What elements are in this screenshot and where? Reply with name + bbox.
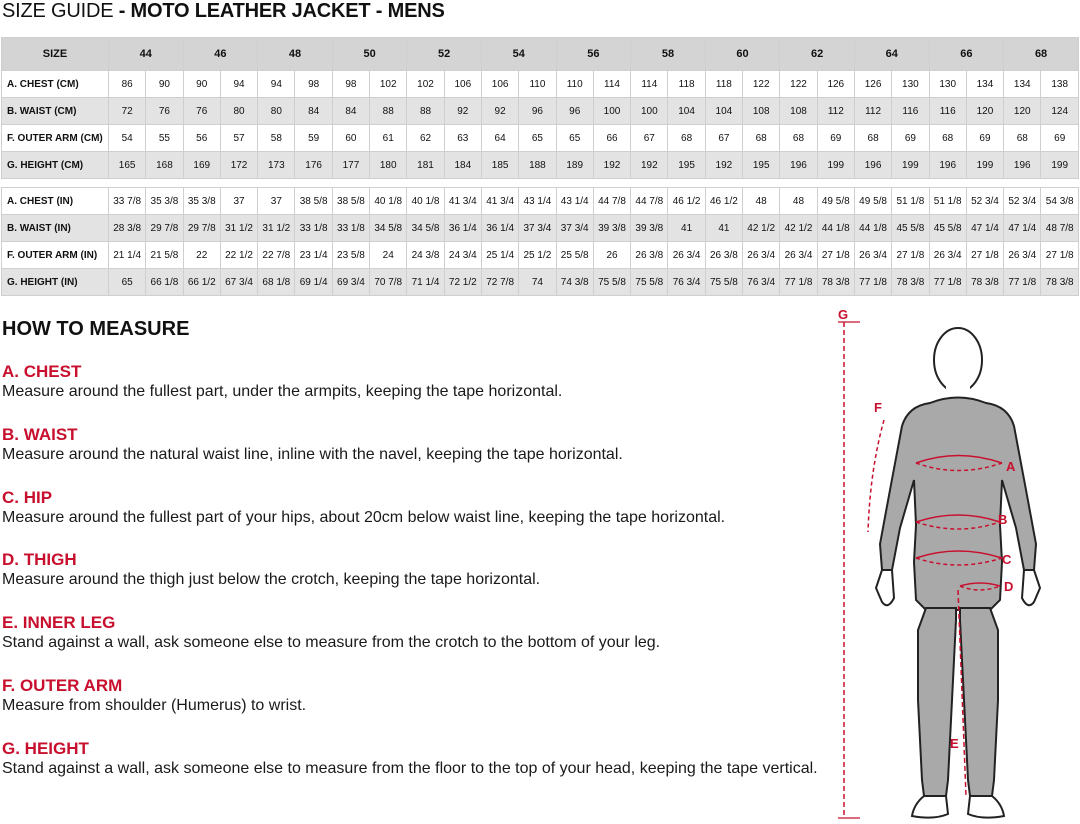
table-cell: 188	[519, 152, 556, 179]
table-cell: 29 7/8	[183, 215, 220, 242]
table-cell: 70 7/8	[370, 269, 407, 296]
table-cell: 48 7/8	[1041, 215, 1079, 242]
table-spacer-row	[2, 179, 1079, 188]
table-cell: 96	[556, 98, 593, 125]
table-cell: 26 3/4	[668, 242, 705, 269]
table-cell: 84	[332, 98, 369, 125]
table-cell: 31 1/2	[258, 215, 295, 242]
table-cell: 181	[407, 152, 444, 179]
size-header-cell: 46	[183, 38, 258, 71]
table-cell: 84	[295, 98, 332, 125]
table-cell: 65	[109, 269, 146, 296]
table-cell: 173	[258, 152, 295, 179]
size-header-label: SIZE	[2, 38, 109, 71]
table-cell: 75 5/8	[593, 269, 630, 296]
table-cell: 22 7/8	[258, 242, 295, 269]
table-cell: 76	[183, 98, 220, 125]
table-cell: 25 5/8	[556, 242, 593, 269]
table-cell: 86	[109, 71, 146, 98]
table-cell: 68	[743, 125, 780, 152]
measure-item	[2, 739, 818, 779]
table-cell: 78 3/8	[966, 269, 1003, 296]
table-cell: 35 3/8	[183, 188, 220, 215]
table-cell: 184	[444, 152, 481, 179]
table-cell: 192	[593, 152, 630, 179]
table-cell: 122	[780, 71, 817, 98]
table-cell: 92	[481, 98, 518, 125]
table-cell: 27 1/8	[1041, 242, 1079, 269]
table-cell: 68	[780, 125, 817, 152]
size-header-cell: 52	[407, 38, 482, 71]
outer-arm-line	[868, 420, 884, 532]
table-cell: 59	[295, 125, 332, 152]
table-cell: 126	[817, 71, 854, 98]
cm-row	[2, 98, 1079, 125]
table-cell: 41	[668, 215, 705, 242]
table-cell: 61	[370, 125, 407, 152]
table-cell: 40 1/8	[370, 188, 407, 215]
table-cell: 68	[1004, 125, 1041, 152]
in-row	[2, 269, 1079, 296]
table-cell: 180	[370, 152, 407, 179]
table-cell: 51 1/8	[929, 188, 966, 215]
table-cell: 75 5/8	[631, 269, 668, 296]
table-cell: 120	[966, 98, 1003, 125]
measure-heading: E. INNER LEG	[2, 613, 116, 633]
table-cell: 24 3/8	[407, 242, 444, 269]
row-label: G. HEIGHT (CM)	[2, 152, 109, 179]
table-cell: 26 3/4	[780, 242, 817, 269]
table-cell: 176	[295, 152, 332, 179]
right-leg	[960, 608, 998, 796]
row-label: A. CHEST (CM)	[2, 71, 109, 98]
table-cell: 80	[258, 98, 295, 125]
table-spacer	[2, 179, 1079, 188]
table-cell: 69	[966, 125, 1003, 152]
table-cell: 76	[146, 98, 183, 125]
table-cell: 37 3/4	[556, 215, 593, 242]
table-cell: 24	[370, 242, 407, 269]
table-cell: 54	[109, 125, 146, 152]
table-cell: 69 1/4	[295, 269, 332, 296]
label-e: E	[950, 736, 959, 751]
row-label: A. CHEST (IN)	[2, 188, 109, 215]
in-row	[2, 242, 1079, 269]
table-cell: 63	[444, 125, 481, 152]
table-cell: 54 3/8	[1041, 188, 1079, 215]
table-cell: 21 1/4	[109, 242, 146, 269]
table-cell: 42 1/2	[743, 215, 780, 242]
table-cell: 196	[854, 152, 891, 179]
measure-item	[2, 550, 540, 590]
measure-description: Stand against a wall, ask someone else to measure from the crotch to the bottom of your leg.	[2, 634, 661, 652]
table-cell: 116	[892, 98, 929, 125]
table-cell: 199	[966, 152, 1003, 179]
row-label: B. WAIST (IN)	[2, 215, 109, 242]
label-b: B	[998, 512, 1008, 527]
table-cell: 102	[370, 71, 407, 98]
table-cell: 199	[1041, 152, 1079, 179]
table-cell: 43 1/4	[556, 188, 593, 215]
table-cell: 26 3/8	[631, 242, 668, 269]
table-cell: 26	[593, 242, 630, 269]
table-cell: 44 1/8	[854, 215, 891, 242]
label-d: D	[1004, 579, 1014, 594]
measure-item	[2, 362, 562, 402]
table-cell: 75 5/8	[705, 269, 742, 296]
table-cell: 77 1/8	[780, 269, 817, 296]
left-foot	[912, 796, 948, 818]
measure-heading: A. CHEST	[2, 362, 82, 381]
table-cell: 41 3/4	[444, 188, 481, 215]
measure-description: Measure around the natural waist line, inline with the navel, keeping the tape horizontal.	[2, 445, 623, 463]
table-cell: 124	[1041, 98, 1079, 125]
table-cell: 130	[929, 71, 966, 98]
table-cell: 98	[332, 71, 369, 98]
table-cell: 69	[1041, 125, 1079, 152]
table-cell: 23 5/8	[332, 242, 369, 269]
size-header-cell: 50	[332, 38, 407, 71]
table-cell: 192	[705, 152, 742, 179]
table-cell: 192	[631, 152, 668, 179]
table-cell: 68	[929, 125, 966, 152]
table-cell: 195	[668, 152, 705, 179]
table-cell: 172	[220, 152, 257, 179]
table-cell: 26 3/4	[1004, 242, 1041, 269]
table-cell: 44 7/8	[631, 188, 668, 215]
table-cell: 66 1/8	[146, 269, 183, 296]
size-header-row	[2, 38, 1079, 71]
table-cell: 33 1/8	[332, 215, 369, 242]
table-cell: 38 5/8	[332, 188, 369, 215]
table-cell: 80	[220, 98, 257, 125]
size-header-cell: 58	[631, 38, 706, 71]
table-cell: 71 1/4	[407, 269, 444, 296]
table-cell: 45 5/8	[929, 215, 966, 242]
size-header-cell: 44	[109, 38, 184, 71]
table-cell: 65	[519, 125, 556, 152]
in-row	[2, 215, 1079, 242]
table-cell: 47 1/4	[1004, 215, 1041, 242]
size-header-cell: 54	[481, 38, 556, 71]
table-cell: 56	[183, 125, 220, 152]
table-cell: 168	[146, 152, 183, 179]
table-cell: 138	[1041, 71, 1079, 98]
table-cell: 35 3/8	[146, 188, 183, 215]
table-cell: 39 3/8	[631, 215, 668, 242]
measure-heading: B. WAIST	[2, 424, 78, 444]
table-cell: 122	[743, 71, 780, 98]
table-cell: 27 1/8	[966, 242, 1003, 269]
how-to-measure-title: HOW TO MEASURE	[2, 318, 190, 340]
table-cell: 38 5/8	[295, 188, 332, 215]
table-cell: 185	[481, 152, 518, 179]
table-cell: 76 3/4	[668, 269, 705, 296]
table-cell: 64	[481, 125, 518, 152]
measure-description: Measure around the thigh just below the crotch, keeping the tape horizontal.	[2, 571, 541, 589]
table-cell: 112	[854, 98, 891, 125]
measure-heading: D. THIGH	[2, 550, 77, 570]
table-cell: 77 1/8	[854, 269, 891, 296]
table-cell: 69	[892, 125, 929, 152]
table-cell: 41	[705, 215, 742, 242]
table-cell: 165	[109, 152, 146, 179]
table-cell: 37	[258, 188, 295, 215]
table-cell: 51 1/8	[892, 188, 929, 215]
table-cell: 37 3/4	[519, 215, 556, 242]
table-cell: 36 1/4	[481, 215, 518, 242]
cm-row	[2, 152, 1079, 179]
table-cell: 94	[220, 71, 257, 98]
body-measurement-figure	[830, 300, 1080, 824]
table-cell: 112	[817, 98, 854, 125]
table-cell: 199	[817, 152, 854, 179]
table-cell: 169	[183, 152, 220, 179]
table-cell: 118	[705, 71, 742, 98]
table-cell: 116	[929, 98, 966, 125]
row-label: F. OUTER ARM (IN)	[2, 242, 109, 269]
table-cell: 110	[556, 71, 593, 98]
table-cell: 118	[668, 71, 705, 98]
table-cell: 44 7/8	[593, 188, 630, 215]
table-cell: 68	[668, 125, 705, 152]
table-cell: 28 3/8	[109, 215, 146, 242]
table-cell: 108	[743, 98, 780, 125]
table-cell: 25 1/2	[519, 242, 556, 269]
table-cell: 42 1/2	[780, 215, 817, 242]
measure-heading: G. HEIGHT	[2, 738, 89, 758]
table-cell: 44 1/8	[817, 215, 854, 242]
table-cell: 26 3/4	[929, 242, 966, 269]
right-foot	[968, 796, 1004, 818]
table-cell: 60	[332, 125, 369, 152]
table-cell: 120	[1004, 98, 1041, 125]
table-cell: 177	[332, 152, 369, 179]
table-cell: 57	[220, 125, 257, 152]
table-cell: 47 1/4	[966, 215, 1003, 242]
row-label: F. OUTER ARM (CM)	[2, 125, 109, 152]
measure-description: Measure around the fullest part, under the armpits, keeping the tape horizontal.	[2, 383, 563, 400]
size-header-cell: 56	[556, 38, 631, 71]
table-cell: 134	[1004, 71, 1041, 98]
table-cell: 100	[593, 98, 630, 125]
page-title	[2, 0, 445, 23]
table-cell: 104	[705, 98, 742, 125]
size-header-cell: 68	[1004, 38, 1079, 71]
table-cell: 100	[631, 98, 668, 125]
table-cell: 23 1/4	[295, 242, 332, 269]
table-cell: 134	[966, 71, 1003, 98]
table-cell: 41 3/4	[481, 188, 518, 215]
measure-description: Measure from shoulder (Humerus) to wrist.	[2, 697, 307, 714]
table-cell: 24 3/4	[444, 242, 481, 269]
table-cell: 102	[407, 71, 444, 98]
table-cell: 49 5/8	[817, 188, 854, 215]
table-cell: 78 3/8	[892, 269, 929, 296]
table-cell: 195	[743, 152, 780, 179]
left-leg	[918, 608, 956, 796]
table-cell: 74	[519, 269, 556, 296]
table-cell: 62	[407, 125, 444, 152]
table-cell: 78 3/8	[1041, 269, 1079, 296]
table-cell: 46 1/2	[705, 188, 742, 215]
size-header-cell: 62	[780, 38, 855, 71]
measure-item	[2, 613, 660, 653]
table-cell: 108	[780, 98, 817, 125]
table-cell: 55	[146, 125, 183, 152]
size-header-cell: 64	[854, 38, 929, 71]
table-cell: 36 1/4	[444, 215, 481, 242]
label-c: C	[1002, 552, 1012, 567]
table-cell: 52 3/4	[966, 188, 1003, 215]
table-cell: 52 3/4	[1004, 188, 1041, 215]
table-cell: 39 3/8	[593, 215, 630, 242]
table-cell: 67 3/4	[220, 269, 257, 296]
table-cell: 66 1/2	[183, 269, 220, 296]
head	[934, 328, 982, 392]
table-cell: 48	[743, 188, 780, 215]
table-cell: 110	[519, 71, 556, 98]
table-cell: 68	[854, 125, 891, 152]
row-label: G. HEIGHT (IN)	[2, 269, 109, 296]
table-cell: 26 3/4	[743, 242, 780, 269]
table-cell: 37	[220, 188, 257, 215]
measure-item	[2, 425, 623, 465]
table-cell: 98	[295, 71, 332, 98]
table-cell: 27 1/8	[892, 242, 929, 269]
table-cell: 33 1/8	[295, 215, 332, 242]
table-cell: 88	[370, 98, 407, 125]
title-product: - MOTO LEATHER JACKET - MENS	[113, 0, 445, 22]
table-cell: 189	[556, 152, 593, 179]
table-cell: 92	[444, 98, 481, 125]
table-cell: 90	[183, 71, 220, 98]
table-cell: 21 5/8	[146, 242, 183, 269]
table-cell: 106	[481, 71, 518, 98]
size-header-cell: 66	[929, 38, 1004, 71]
table-cell: 26 3/8	[705, 242, 742, 269]
title-prefix: SIZE GUIDE	[2, 0, 114, 22]
measure-heading: F. OUTER ARM	[2, 676, 123, 695]
table-cell: 45 5/8	[892, 215, 929, 242]
table-cell: 67	[705, 125, 742, 152]
measure-heading: C. HIP	[2, 487, 53, 507]
table-cell: 199	[892, 152, 929, 179]
table-cell: 46 1/2	[668, 188, 705, 215]
table-cell: 90	[146, 71, 183, 98]
measure-description: Measure around the fullest part of your hips, about 20cm below waist line, keeping the tape horizontal.	[2, 508, 726, 526]
row-label: B. WAIST (CM)	[2, 98, 109, 125]
cm-row	[2, 71, 1079, 98]
size-header-cell: 60	[705, 38, 780, 71]
table-cell: 69	[817, 125, 854, 152]
table-cell: 72 1/2	[444, 269, 481, 296]
table-cell: 196	[929, 152, 966, 179]
table-cell: 69 3/4	[332, 269, 369, 296]
table-cell: 77 1/8	[929, 269, 966, 296]
left-hand	[876, 570, 894, 605]
measure-item	[2, 488, 725, 528]
table-cell: 106	[444, 71, 481, 98]
table-cell: 96	[519, 98, 556, 125]
table-cell: 74 3/8	[556, 269, 593, 296]
in-row	[2, 188, 1079, 215]
size-header-cell: 48	[258, 38, 333, 71]
table-cell: 65	[556, 125, 593, 152]
table-cell: 72	[109, 98, 146, 125]
table-cell: 72 7/8	[481, 269, 518, 296]
size-table	[1, 37, 1079, 296]
label-a: A	[1006, 459, 1016, 474]
measure-description: Stand against a wall, ask someone else to measure from the floor to the top of your head, keeping the tape vertical.	[2, 759, 818, 777]
table-cell: 40 1/8	[407, 188, 444, 215]
table-cell: 130	[892, 71, 929, 98]
table-cell: 25 1/4	[481, 242, 518, 269]
table-cell: 67	[631, 125, 668, 152]
table-cell: 114	[631, 71, 668, 98]
table-cell: 34 5/8	[407, 215, 444, 242]
table-cell: 31 1/2	[220, 215, 257, 242]
table-cell: 26 3/4	[854, 242, 891, 269]
table-cell: 77 1/8	[1004, 269, 1041, 296]
measure-item	[2, 676, 306, 716]
right-hand	[1022, 570, 1040, 605]
table-cell: 114	[593, 71, 630, 98]
table-cell: 27 1/8	[817, 242, 854, 269]
table-cell: 33 7/8	[109, 188, 146, 215]
table-cell: 68 1/8	[258, 269, 295, 296]
table-cell: 126	[854, 71, 891, 98]
table-cell: 34 5/8	[370, 215, 407, 242]
table-cell: 196	[1004, 152, 1041, 179]
table-cell: 29 7/8	[146, 215, 183, 242]
cm-row	[2, 125, 1079, 152]
table-cell: 76 3/4	[743, 269, 780, 296]
table-cell: 66	[593, 125, 630, 152]
table-cell: 22	[183, 242, 220, 269]
label-g: G	[838, 307, 849, 322]
table-cell: 94	[258, 71, 295, 98]
table-cell: 49 5/8	[854, 188, 891, 215]
table-cell: 43 1/4	[519, 188, 556, 215]
label-f: F	[874, 400, 882, 415]
table-cell: 48	[780, 188, 817, 215]
table-cell: 104	[668, 98, 705, 125]
table-cell: 22 1/2	[220, 242, 257, 269]
table-cell: 88	[407, 98, 444, 125]
table-cell: 196	[780, 152, 817, 179]
table-cell: 78 3/8	[817, 269, 854, 296]
table-cell: 58	[258, 125, 295, 152]
